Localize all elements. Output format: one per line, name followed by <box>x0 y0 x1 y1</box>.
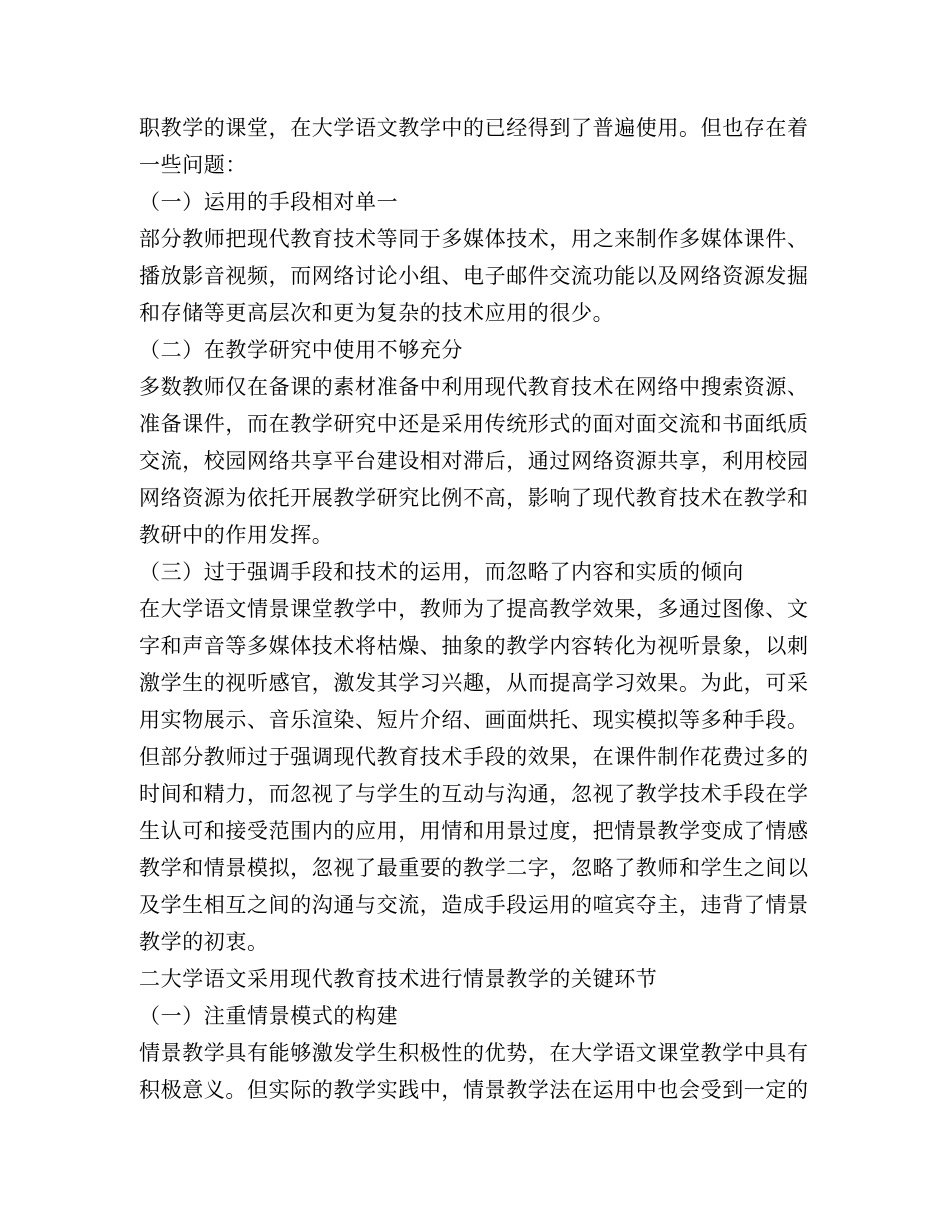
section-heading: （二）在教学研究中使用不够充分 <box>139 338 463 362</box>
section-heading: （一）运用的手段相对单一 <box>139 190 399 214</box>
paragraph-line: 部分教师把现代教育技术等同于多媒体技术，用之来制作多媒体课件、 <box>139 227 809 251</box>
document-body <box>139 110 819 1109</box>
paragraph-line: 积极意义。但实际的教学实践中，情景教学法在运用中也会受到一定的 <box>139 1078 809 1102</box>
paragraph-line: 网络资源为依托开展教学研究比例不高，影响了现代教育技术在教学和 <box>139 486 809 510</box>
paragraph-line: 和存储等更高层次和更为复杂的技术应用的很少。 <box>139 301 615 325</box>
paragraph-line: 教学的初衷。 <box>139 930 269 954</box>
paragraph-line: 字和声音等多媒体技术将枯燥、抽象的教学内容转化为视听景象，以刺 <box>139 634 809 658</box>
paragraph-line: 生认可和接受范围内的应用，用情和用景过度，把情景教学变成了情感 <box>139 819 809 843</box>
paragraph-line: 交流，校园网络共享平台建设相对滞后，通过网络资源共享，利用校园 <box>139 449 809 473</box>
paragraph-line: 时间和精力，而忽视了与学生的互动与沟通，忽视了教学技术手段在学 <box>139 782 809 806</box>
paragraph-line: 多数教师仅在备课的素材准备中利用现代教育技术在网络中搜索资源、 <box>139 375 809 399</box>
chapter-heading: 二大学语文采用现代教育技术进行情景教学的关键环节 <box>139 967 658 991</box>
paragraph-line: 一些问题： <box>139 153 247 177</box>
paragraph-line: 在大学语文情景课堂教学中，教师为了提高教学效果，多通过图像、文 <box>139 597 809 621</box>
paragraph-line: 教学和情景模拟，忽视了最重要的教学二字，忽略了教师和学生之间以 <box>139 856 809 880</box>
section-heading: （三）过于强调手段和技术的运用，而忽略了内容和实质的倾向 <box>139 560 744 584</box>
paragraph-line: 用实物展示、音乐渲染、短片介绍、画面烘托、现实模拟等多种手段。 <box>139 708 809 732</box>
paragraph-line: 及学生相互之间的沟通与交流，造成手段运用的喧宾夺主，违背了情景 <box>139 893 809 917</box>
paragraph-line: 播放影音视频，而网络讨论小组、电子邮件交流功能以及网络资源发掘 <box>139 264 809 288</box>
paragraph-line: 但部分教师过于强调现代教育技术手段的效果，在课件制作花费过多的 <box>139 745 809 769</box>
paragraph-line: 激学生的视听感官，激发其学习兴趣，从而提高学习效果。为此，可采 <box>139 671 809 695</box>
paragraph-line: 教研中的作用发挥。 <box>139 523 334 547</box>
paragraph-line: 职教学的课堂，在大学语文教学中的已经得到了普遍使用。但也存在着 <box>139 116 809 140</box>
paragraph-line: 准备课件，而在教学研究中还是采用传统形式的面对面交流和书面纸质 <box>139 412 809 436</box>
section-heading: （一）注重情景模式的构建 <box>139 1004 399 1028</box>
paragraph-line: 情景教学具有能够激发学生积极性的优势，在大学语文课堂教学中具有 <box>139 1041 809 1065</box>
